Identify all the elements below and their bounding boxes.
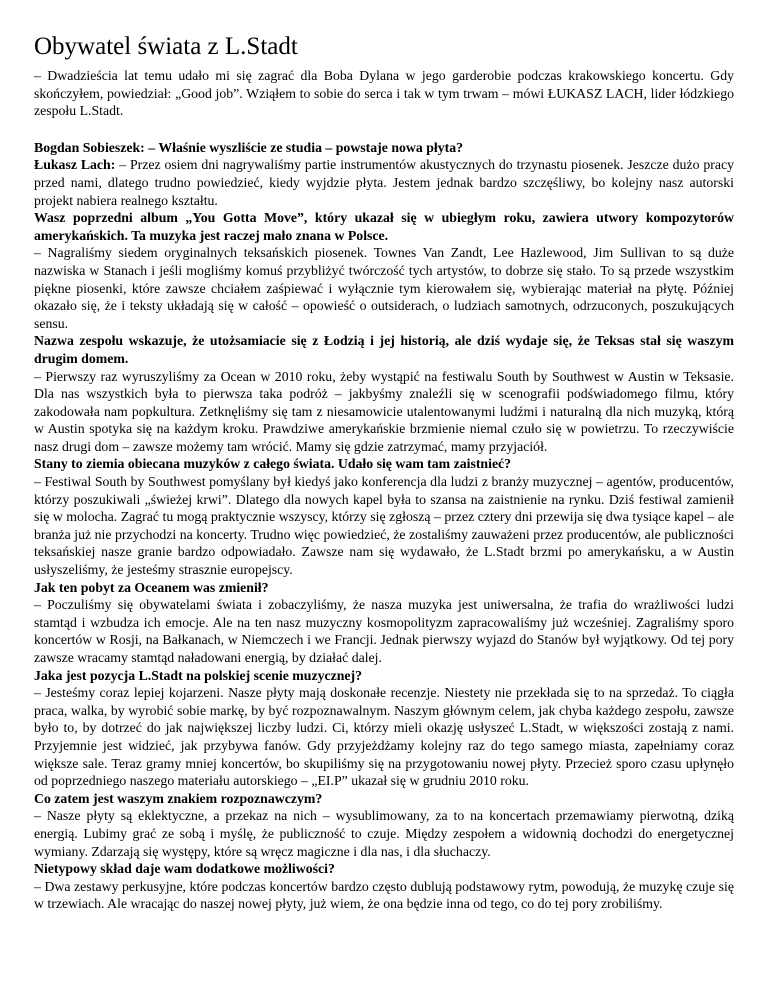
question-4: Stany to ziemia obiecana muzyków z całego świata. Udało się wam tam zaistnieć?: [34, 456, 512, 472]
answer-7: – Nasze płyty są eklektyczne, a przekaz na nich – wysublimowany, za to na koncertach przemawiamy pierwotną, dziką energią. Lubimy grać ze sobą i myślę, że publiczność to czuje. Między zespołem a widownią dochodzi do energetycznej wymiany. Zdarzają się występy, które są wręcz magiczne i dla nas, i dla słuchaczy.: [34, 808, 734, 859]
interviewer-name: Bogdan Sobieszek:: [34, 139, 145, 155]
question-8: Nietypowy skład daje wam dodatkowe możliwości?: [34, 861, 335, 877]
answer-text: – Przez osiem dni nagrywaliśmy partie instrumentów akustycznych do trzynastu piosenek. Jeszcze dużo pracy przed nami, dlatego trudno powiedzieć, kiedy wyjdzie płyta. Jestem jednak bardzo szczęśliwy, bo kolejny nasz autorski projekt nabiera realnego kształtu.: [34, 157, 734, 208]
article: [34, 32, 734, 913]
answer-4: – Festiwal South by Southwest pomyślany był kiedyś jako konferencja dla ludzi z branży muzycznej – agentów, producentów, którzy poszukiwali „świeżej krwi”. Dlatego dla nowych kapel była to szansa na zaistnienie na rynku. Dziś festiwal zamienił się w molocha. Zagrać tu mogą praktycznie wszyscy, którzy się zgłoszą – przez cztery dni przewija się dwa tysiące kapel – ale branża już nie przychodzi na koncerty. Trudno więc powiedzieć, że zostaliśmy zauważeni przez producentów, ale publiczności teksańskiej nasze granie bardzo odpowiadało. Zawsze nam się wydawało, że L.Stadt brzmi po amerykańsku, a w Austin usłyszeliśmy, że jesteśmy strasznie europejscy.: [34, 474, 734, 578]
question-5: Jak ten pobyt za Oceanem was zmienił?: [34, 579, 269, 595]
interview-body: [34, 139, 734, 913]
answer-1: [34, 156, 734, 209]
question-3: Nazwa zespołu wskazuje, że utożsamiacie się z Łodzią i jej historią, ale dziś wydaje się, że Teksas stał się waszym drugim domem.: [34, 333, 734, 366]
answer-8: – Dwa zestawy perkusyjne, które podczas koncertów bardzo często dublują podstawowy rytm, powodują, że muzykę czuje się w trzewiach. Ale wracając do naszej nowej płyty, już wiem, że ona będzie inna od tego, co do tej pory zrobiliśmy.: [34, 878, 734, 912]
interviewee-name: Łukasz Lach:: [34, 157, 116, 173]
answer-3: – Pierwszy raz wyruszyliśmy za Ocean w 2010 roku, żeby wystąpić na festiwalu South by Southwest w Austin w Teksasie. Dla nas wszystkich była to pierwsza taka podróż – jakbyśmy znaleźli się w scenografii podświadomego filmu, który zakodowała nam popkultura. Zetknęliśmy się tam z niesamowicie utalentowanymi ludźmi i naturalną dla nich muzyką, którą w Austin spotyka się na każdym kroku. Prawdziwe amerykańskie brzmienie niemal czuło się w powietrzu. To rzeczywiście nasz drugi dom – zawsze możemy tam wrócić. Mamy się gdzie zatrzymać, mamy przyjaciół.: [34, 368, 734, 454]
question-6: Jaka jest pozycja L.Stadt na polskiej scenie muzycznej?: [34, 667, 363, 683]
answer-2: – Nagraliśmy siedem oryginalnych teksańskich piosenek. Townes Van Zandt, Lee Hazlewood, Jim Sullivan to są duże nazwiska w Stanach i jeśli mogliśmy komuś przybliżyć twórczość tych artystów, to dobrze się stało. To są przede wszystkim piękne piosenki, które zawsze chciałem zaśpiewać i wyłącznie tym kierowałem się, wybierając materiał na płytę. Później okazało się, że i teksty układają się w całość – opowieść o outsiderach, o ludziach samotnych, odrzuconych, poszukujących sensu.: [34, 245, 734, 331]
answer-5: – Poczuliśmy się obywatelami świata i zobaczyliśmy, że nasza muzyka jest uniwersalna, że trafia do wrażliwości ludzi stamtąd i wzbudza ich emocje. Ale na ten nasz muzyczny kosmopolityzm zapracowaliśmy już wcześniej. Zagraliśmy sporo koncertów w Rosji, na Bałkanach, w Niemczech i we Francji. Jednak pierwszy wyjazd do Stanów był wyjątkowy. Od tej pory zawsze wracamy stamtąd naładowani energią, by działać dalej.: [34, 597, 734, 665]
question-1: [34, 139, 734, 157]
question-7: Co zatem jest waszym znakiem rozpoznawczym?: [34, 790, 323, 806]
article-lead: – Dwadzieścia lat temu udało mi się zagrać dla Boba Dylana w jego garderobie podczas krakowskiego koncertu. Gdy skończyłem, powiedział: „Good job”. Wziąłem to sobie do serca i tak w tym trwam – mówi ŁUKASZ LACH, lider łódzkiego zespołu L.Stadt.: [34, 68, 734, 119]
article-title: Obywatel świata z L.Stadt: [34, 33, 298, 60]
question-2: Wasz poprzedni album „You Gotta Move”, który ukazał się w ubiegłym roku, zawiera utwory kompozytorów amerykańskich. Ta muzyka jest raczej mało znana w Polsce.: [34, 210, 734, 243]
question-text: – Właśnie wyszliście ze studia – powstaje nowa płyta?: [144, 139, 464, 155]
answer-6: – Jesteśmy coraz lepiej kojarzeni. Nasze płyty mają doskonałe recenzje. Niestety nie przekłada się to na sprzedaż. To ciągła praca, walka, by wyrobić sobie markę, by być rozpoznawalnym. Naszym głównym celem, jak chyba każdego zespołu, zawsze było to, by dotrzeć do jak największej liczby ludzi. Ci, którzy mieli okazję usłyszeć L.Stadt, w większości zostają z nami. Przyjemnie jest widzieć, jak przybywa fanów. Gdy przyjeżdżamy kolejny raz do tego samego miasta, zapełniamy coraz większe sale. Teraz gramy mniej koncertów, bo skupiliśmy się na przygotowaniu nowej płyty. Przecież sporo czasu upłynęło od poprzedniego naszego materiału autorskiego – „EI.P” ukazał się w grudniu 2010 roku.: [34, 685, 734, 789]
